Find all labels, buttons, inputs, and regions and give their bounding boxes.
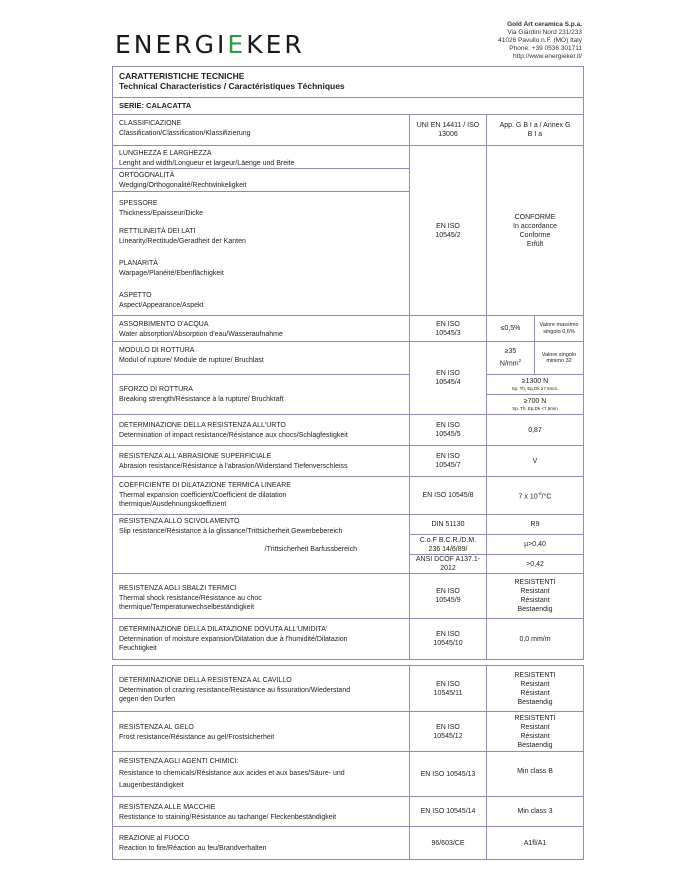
value-scivolamento-bcr: µ>0,40 bbox=[524, 541, 546, 548]
row-lunghezza: LUNGHEZZA E LARGHEZZA Lenght and width/Longueur et largeur/Läenge und Breite bbox=[119, 150, 295, 167]
company-info bbox=[498, 21, 582, 61]
note-assorbimento: Valore massimo singolo 0,6% bbox=[539, 322, 579, 335]
norm-umidita: EN ISO 10545/10 bbox=[433, 631, 463, 647]
value-dilatazione: 7 x $10^{-6}/^\circ C$ bbox=[518, 491, 552, 501]
row-modulo: MODULO DI ROTTURA Modul of rupture/ Module de rupture/ Bruchlast bbox=[119, 347, 264, 364]
company-address-1: Via Giardini Nord 231/233 bbox=[507, 29, 582, 36]
technical-table-main bbox=[112, 66, 584, 660]
row-ortogonalita: ORTOGONALITÀ Wedging/Orthogonalité/Rechtwinkeligkeit bbox=[119, 172, 247, 189]
norm-assorbimento: EN ISO 10545/3 bbox=[435, 320, 461, 337]
value-urto: 0,87 bbox=[528, 426, 542, 434]
row-sforzo: SFORZO DI ROTTURA Breaking strength/Résistance à la rupture/ Bruchkraft bbox=[119, 386, 284, 403]
value-abrasione: V bbox=[532, 457, 538, 465]
row-aspetto: ASPETTO Aspect/Appearance/Aspekt bbox=[119, 292, 204, 309]
logo-text-pre: ENERGI bbox=[115, 30, 228, 59]
norm-macchie: EN ISO 10545/14 bbox=[420, 808, 476, 815]
norm-rottura: EN ISO 10545/4 bbox=[435, 370, 461, 386]
value-scivolamento-ansi: >0,42 bbox=[526, 560, 544, 568]
row-dilatazione: COEFFICIENTE DI DILATAZIONE TERMICA LINEARE Thermal expansion coefficient/Coefficient de dilatation thermique/Ausdehnungskoeffizient bbox=[119, 482, 291, 508]
row-cavillo: DETERMINAZIONE DELLA RESISTENZA AL CAVILLO Determination of crazing resistance/Resistance au fissuration/Wiederstand gegen den Durfen bbox=[119, 677, 351, 703]
norm-urto: EN ISO 10545/5 bbox=[435, 422, 461, 438]
value-fuoco: A1fl/A1 bbox=[523, 839, 547, 847]
value-cavillo: RESISTENTI Resistant Résistant Bestaendig bbox=[514, 671, 556, 706]
norm-sbalzi: EN ISO 10545/9 bbox=[435, 588, 461, 604]
row-scivolamento: RESISTENZA ALLO SCIVOLAMENTO Slip resistance/Résistance à la glissance/Trittsicherheit Gewerbebereich bbox=[119, 518, 343, 535]
company-phone: Phone: +39 0536 301711 bbox=[509, 45, 582, 52]
company-name: Gold Art ceramica S.p.a. bbox=[507, 21, 582, 28]
value-macchie: Min class 3 bbox=[517, 808, 553, 815]
row-assorbimento: ASSORBIMENTO D'ACQUA Water absorption/Absorption d'eau/Wasseraufnahme bbox=[119, 321, 283, 338]
norm-fuoco: 96/603/CE bbox=[431, 839, 465, 847]
norm-chimici: EN ISO 10545/13 bbox=[420, 770, 476, 778]
value-dimensional: CONFORME In accordance Conforme Erfült bbox=[513, 213, 557, 248]
value-sforzo-1: ≥1300 N Sp, Th, Ep,Dk ≥7,5mm. bbox=[511, 378, 559, 392]
row-macchie: RESISTENZA ALLE MACCHIE Restistance to staining/Résistance au tachange/ Fleckenbeständigkeit bbox=[119, 804, 337, 821]
norm-classificazione: UNI EN 14411 / ISO 13006 bbox=[416, 122, 480, 138]
row-spessore: SPESSORE Thickness/Epaisseur/Dicke bbox=[119, 200, 204, 217]
row-rettilineita: RETTILINEITÀ DEI LATI Linearity/Rectitude/Geradheit der Kanten bbox=[119, 228, 246, 245]
row-chimici: RESISTENZA AGLI AGENTI CHIMICI: Resistance to chemicals/Résistance aux acides et aux bases/Säure- und Laugenbeständigkeit bbox=[119, 758, 345, 789]
row-scivolamento-barefoot: /Trittsicherheit Barfussbereich bbox=[264, 546, 357, 553]
company-address-2: 41026 Pavullo n.F. (MO) Italy bbox=[498, 37, 582, 44]
value-umidita: 0,0 mm/m bbox=[519, 635, 551, 643]
row-abrasione: RESISTENZA ALL'ABRASIONE SUPERFICIALE Abrasion resistance/Résistance à l'abrasion/Widerstand Tiefenverschleiss bbox=[119, 453, 348, 470]
norm-gelo: EN ISO 10545/12 bbox=[433, 723, 463, 740]
value-modulo: ≥35 $N/mm^2$ bbox=[499, 348, 522, 368]
row-sbalzi: RESISTENZA AGLI SBALZI TERMICI Thermal shock resistance/Résistance au choc thermique/Temperaturwechselbeständigkeit bbox=[119, 585, 262, 611]
value-chimici: Min class B bbox=[517, 767, 553, 775]
value-gelo: RESISTENTI Resistant Résistant Bestaendig bbox=[514, 714, 556, 749]
logo-mark: E bbox=[227, 30, 247, 59]
norm-cavillo: EN ISO 10545/11 bbox=[433, 680, 463, 697]
table-title-main: CARATTERISTICHE TECNICHE bbox=[119, 71, 245, 81]
value-assorbimento: ≤0,5% bbox=[500, 325, 521, 332]
norm-dimensional: EN ISO 10545/2 bbox=[435, 222, 461, 239]
technical-table-secondary bbox=[112, 665, 584, 860]
value-sbalzi: RESISTENTI Resistant Résistant Bestaendig bbox=[514, 579, 556, 613]
note-modulo: Valore singolo minimo 32 bbox=[541, 351, 577, 364]
value-classificazione: App. G B I a / Annex G B I a bbox=[499, 122, 571, 138]
norm-scivolamento-bcr: C.o.F B.C.R./D.M. 236 14/6/89/ bbox=[419, 536, 477, 553]
row-fuoco: REAZIONE al FUOCO Reaction to fire/Réaction au feu/Brandverhalten bbox=[119, 835, 267, 852]
norm-scivolamento-din: DIN 51130 bbox=[431, 521, 465, 528]
norm-abrasione: EN ISO 10545/7 bbox=[435, 453, 461, 469]
norm-dilatazione: EN ISO 10545/8 bbox=[422, 492, 474, 499]
norm-scivolamento-ansi: ANSI DCOF A137.1-2012 bbox=[415, 556, 481, 572]
brand-logo bbox=[115, 30, 305, 59]
table-title-sub: Technical Characteristics / Caractéristiques Téchniques bbox=[119, 81, 345, 91]
value-sforzo-2: ≥700 N Sp, Th, Ep,Dk <7,5mm bbox=[512, 398, 558, 412]
value-scivolamento-din: R9 bbox=[530, 521, 540, 528]
serie-label: SERIE: CALACATTA bbox=[119, 101, 192, 110]
row-urto: DETERMINAZIONE DELLA RESISTENZA ALL'URTO Determination of impact resistance/Résistance aux chocs/Schlagfestigkeit bbox=[119, 422, 348, 439]
row-planarita: PLANARITÀ Warpage/Planéité/Ebenflächigkeit bbox=[119, 260, 224, 277]
company-url[interactable]: http://www.energieker.it/ bbox=[512, 53, 582, 60]
logo-text-post: KER bbox=[246, 30, 305, 59]
row-gelo: RESISTENZA AL GELO Frost resistance/Résistance au gel/Frostsicherheit bbox=[119, 724, 275, 741]
row-classificazione: CLASSIFICAZIONE Classification/Classification/Klassifizierung bbox=[119, 120, 251, 137]
row-umidita: DETERMINAZIONE DELLA DILATAZIONE DOVUTA ALL'UMIDITA' Determination of moisture expansion/Dilatation due à l'humidité/Dilatazion Feuchtigkeit bbox=[119, 626, 348, 652]
table-title bbox=[113, 67, 583, 91]
